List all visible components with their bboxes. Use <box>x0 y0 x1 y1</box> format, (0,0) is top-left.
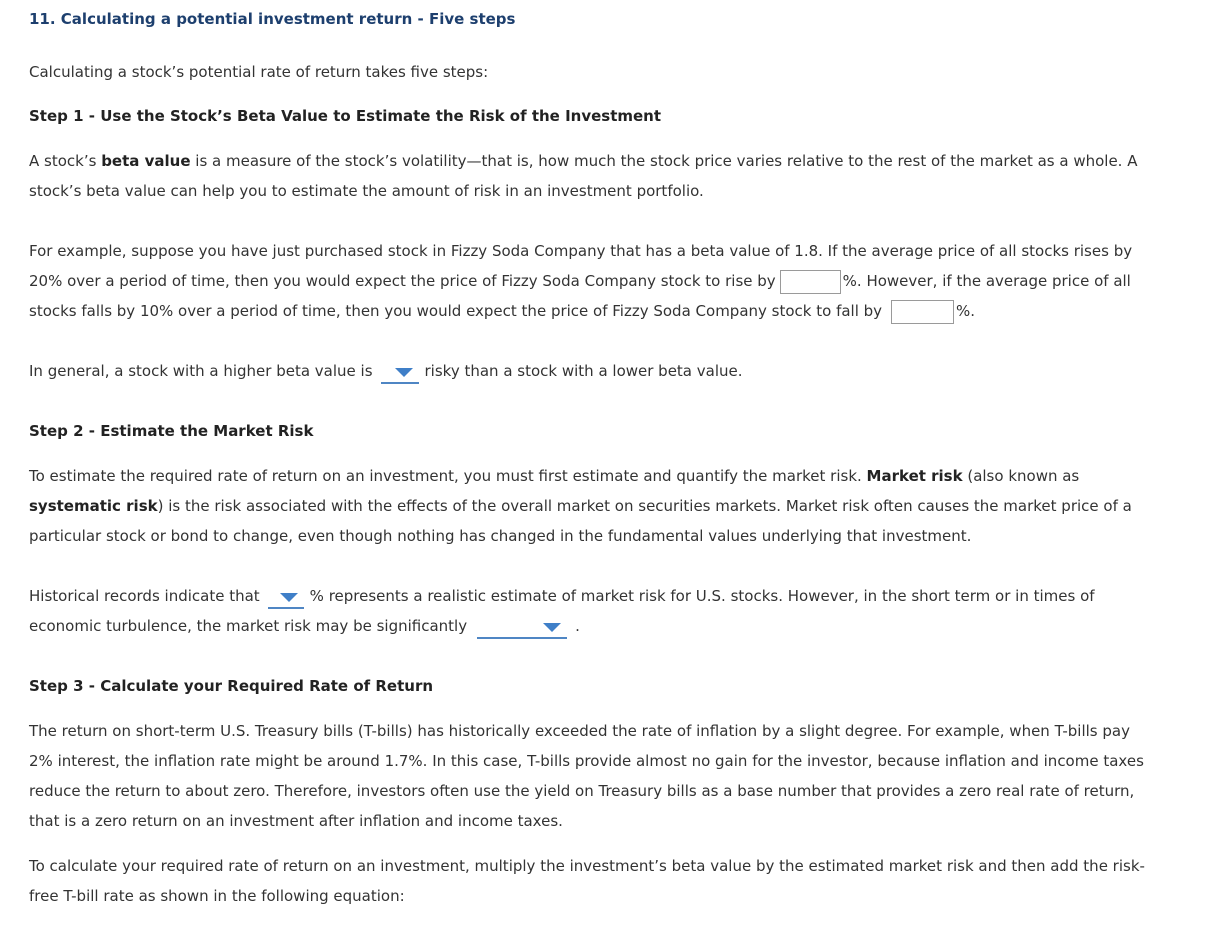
systematic-risk-term: systematic risk <box>29 497 158 515</box>
text: In general, a stock with a higher beta value is <box>29 362 373 380</box>
historical-line2 <box>29 611 580 641</box>
step3-paragraph2-line1: To calculate your required rate of return on an investment, multiply the investment’s beta value by the estimated market risk and then add the risk- <box>29 857 1145 875</box>
text: A stock’s <box>29 152 102 170</box>
step2-paragraph-line2 <box>29 491 1132 521</box>
chevron-down-icon <box>280 593 298 602</box>
text: risky than a stock with a lower beta value. <box>424 362 743 380</box>
historical-line1 <box>29 581 1095 611</box>
step2-paragraph-line1 <box>29 461 1079 491</box>
text: 20% over a period of time, then you would expect the price of Fizzy Soda Company stock to rise by <box>29 272 776 290</box>
text: stocks falls by 10% over a period of time, then you would expect the price of Fizzy Soda Company stock to fall by <box>29 302 883 320</box>
beta-value-term: beta value <box>101 152 191 170</box>
step1-paragraph-line2: stock’s beta value can help you to estimate the amount of risk in an investment portfolio. <box>29 182 704 200</box>
market-risk-dropdown[interactable] <box>268 585 304 609</box>
text: economic turbulence, the market risk may be significantly <box>29 617 468 635</box>
step1-heading: Step 1 - Use the Stock’s Beta Value to Estimate the Risk of the Investment <box>29 107 662 125</box>
text: %. However, if the average price of all <box>842 272 1131 290</box>
example-line2 <box>29 266 1131 296</box>
step3-paragraph-line3: reduce the return to about zero. Therefore, investors often use the yield on Treasury bills as a base number that provides a zero real rate of return, <box>29 782 1135 800</box>
text: To estimate the required rate of return on an investment, you must first estimate and quantify the market risk. <box>29 467 867 485</box>
step3-paragraph-line4: that is a zero return on an investment after inflation and income taxes. <box>29 812 563 830</box>
significance-dropdown[interactable] <box>477 615 567 639</box>
market-risk-term: Market risk <box>866 467 963 485</box>
general-line <box>29 356 743 386</box>
example-line3 <box>29 296 975 326</box>
step2-paragraph-line3: particular stock or bond to change, even though nothing has changed in the fundamental values underlying that investment. <box>29 527 972 545</box>
example-line1: For example, suppose you have just purchased stock in Fizzy Soda Company that has a beta value of 1.8. If the average price of all stocks rises by <box>29 242 1133 260</box>
question-title: 11. Calculating a potential investment return - Five steps <box>29 10 516 28</box>
step3-paragraph-line2: 2% interest, the inflation rate might be around 1.7%. In this case, T-bills provide almost no gain for the investor, because inflation and income taxes <box>29 752 1144 770</box>
chevron-down-icon <box>543 623 561 632</box>
rise-percent-input[interactable] <box>780 270 841 294</box>
risky-dropdown[interactable] <box>381 360 419 384</box>
fall-percent-input[interactable] <box>891 300 954 324</box>
text: %. <box>956 302 976 320</box>
step2-heading: Step 2 - Estimate the Market Risk <box>29 422 314 440</box>
text: Historical records indicate that <box>29 587 260 605</box>
text: . <box>575 617 580 635</box>
step3-heading: Step 3 - Calculate your Required Rate of Return <box>29 677 434 695</box>
step1-paragraph-line1 <box>29 146 1137 176</box>
step3-paragraph-line1: The return on short-term U.S. Treasury bills (T-bills) has historically exceeded the rate of inflation by a slight degree. For example, when T-bills pay <box>29 722 1130 740</box>
text: (also known as <box>962 467 1080 485</box>
text: % represents a realistic estimate of market risk for U.S. stocks. However, in the short term or in times of <box>309 587 1095 605</box>
intro-text: Calculating a stock’s potential rate of return takes five steps: <box>29 63 489 81</box>
step3-paragraph2-line2: free T-bill rate as shown in the following equation: <box>29 887 405 905</box>
text: is a measure of the stock’s volatility—that is, how much the stock price varies relative to the rest of the market as a whole. A <box>190 152 1138 170</box>
text: ) is the risk associated with the effects of the overall market on securities markets. Market risk often causes the market price of a <box>157 497 1132 515</box>
chevron-down-icon <box>395 368 413 377</box>
